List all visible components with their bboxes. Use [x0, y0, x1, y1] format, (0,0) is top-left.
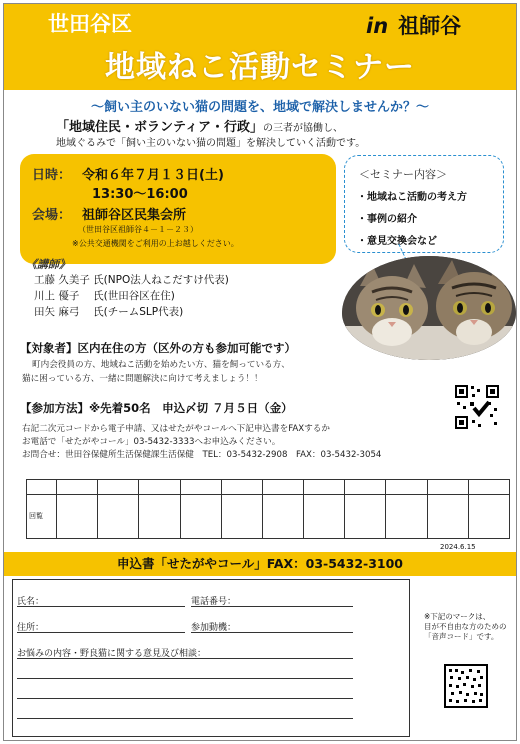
voice-code-icon — [444, 664, 488, 708]
issue-date: 2024.6.15 — [440, 543, 476, 551]
fax-bar: 申込書「せたがやコール」FAX：03-5432-3100 — [4, 552, 516, 576]
event-info-box — [20, 154, 336, 264]
venue-label: 会場： — [32, 208, 72, 223]
form-comments-label: お悩みの内容・野良猫に関する意見及び相談： — [17, 649, 207, 659]
target-line: 猫に困っている方、一緒に問題解決に向けて考えましょう！！ — [22, 374, 263, 384]
intro-highlight: 「地域住民・ボランティア・行政」 — [56, 120, 263, 135]
flyer-page — [3, 3, 517, 741]
location-tag — [366, 10, 461, 40]
in-word: in — [366, 14, 389, 38]
form-address-field[interactable] — [17, 632, 185, 633]
ward-name: 世田谷区 — [48, 12, 132, 36]
target-heading: 【対象者】区内在住の方（区外の方も参加可能です） — [20, 341, 296, 355]
form-name-field[interactable] — [17, 606, 185, 607]
seminar-item: ・地域ねこ活動の考え方 — [357, 192, 467, 203]
lecturer-item: 田矢 麻弓 氏(チームSLP代表) — [34, 306, 184, 318]
form-comments-field[interactable] — [17, 658, 353, 659]
intro-line-2: 地域ぐるみで「飼い主のいない猫の問題」を解決していく活動です。 — [56, 138, 366, 149]
form-motive-label: 参加動機： — [191, 623, 237, 633]
lecturer-item: 工藤 久美子 氏(NPO法人ねこだすけ代表) — [34, 274, 229, 286]
event-date: 令和６年７月１３日(土) — [82, 168, 224, 183]
form-motive-field[interactable] — [191, 632, 353, 633]
page-title: 地域ねこ活動セミナー — [105, 50, 415, 85]
seminar-content-bubble — [344, 155, 504, 253]
voice-note-line: ※下記のマークは、 — [424, 612, 491, 621]
form-name-label: 氏名： — [17, 597, 45, 607]
circulation-label: 回覧 — [27, 494, 57, 538]
form-comments-line[interactable] — [17, 698, 353, 699]
qr-code-icon[interactable] — [454, 384, 500, 430]
venue-address: （世田谷区祖師谷４－１－２３） — [78, 225, 198, 234]
target-line: 町内会役員の方、地域ねこ活動を始めたい方、猫を飼っている方、 — [32, 360, 290, 370]
lecturer-item: 川上 優子 氏(世田谷区在住) — [34, 290, 175, 302]
application-line: 右記二次元コードから電子申請、又はせたがやコールへ下記申込書をFAXするか — [22, 424, 330, 434]
application-line: お電話で「せたがやコール」03-5432-3333へお申込みください。 — [22, 437, 281, 447]
event-venue: 祖師谷区民集会所 — [82, 208, 187, 223]
form-comments-line[interactable] — [17, 678, 353, 679]
voice-code-note — [424, 612, 507, 642]
subtitle: ～飼い主のいない猫の問題を、地域で解決しませんか？～ — [90, 100, 429, 115]
voice-note-line: 「音声コード」です。 — [424, 632, 499, 641]
location-name: 祖師谷 — [398, 14, 462, 38]
form-phone-field[interactable] — [191, 606, 353, 607]
transit-note: ※公共交通機関をご利用の上お越しください。 — [72, 239, 239, 248]
seminar-title: ＜セミナー内容＞ — [359, 168, 447, 181]
voice-note-line: 目が不自由な方のための — [424, 622, 507, 631]
seminar-item: ・事例の紹介 — [357, 214, 417, 225]
form-address-label: 住所： — [17, 623, 45, 633]
contact-line: お問合せ：世田谷保健所生活保健課生活保健 TEL：03-5432-2908 FAX：03-5432-3054 — [22, 450, 382, 460]
form-phone-label: 電話番号： — [191, 597, 237, 607]
circulation-table — [26, 479, 510, 539]
lecturers-title: 《講師》 — [26, 258, 70, 271]
intro-line-1 — [56, 116, 343, 135]
header-banner — [4, 4, 516, 90]
event-time: 13:30～16:00 — [92, 187, 188, 202]
date-label: 日時： — [32, 168, 72, 183]
application-heading: 【参加方法】※先着50名 申込〆切 ７月５日（金） — [20, 401, 293, 415]
cat-photo — [342, 256, 516, 360]
intro-rest: の三者が協働し、 — [262, 123, 343, 134]
application-form — [12, 579, 410, 737]
form-comments-line[interactable] — [17, 718, 353, 719]
seminar-item: ・意見交換会など — [357, 236, 437, 247]
